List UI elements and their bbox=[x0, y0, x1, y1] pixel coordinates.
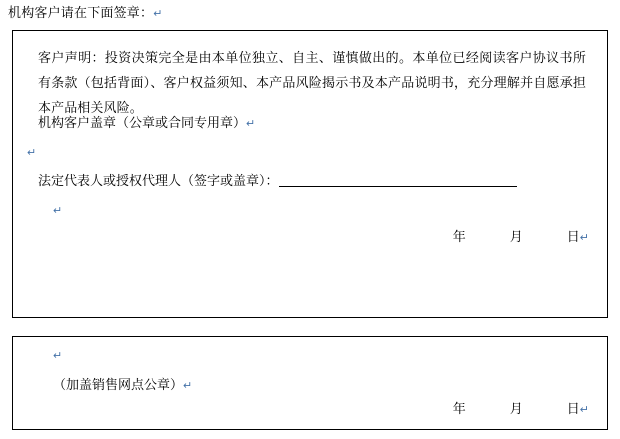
legal-representative-label-text: 法定代表人或授权代理人（签字或盖章）： bbox=[38, 173, 279, 188]
date-year-label: 年 bbox=[452, 401, 466, 416]
sales-outlet-date-line bbox=[453, 399, 589, 420]
date-day-label: 日 bbox=[566, 401, 580, 416]
institution-seal-label bbox=[38, 113, 255, 134]
date-day-label: 日 bbox=[566, 229, 580, 244]
sales-outlet-seal-label bbox=[53, 375, 192, 396]
paragraph-mark-icon: ↵ bbox=[183, 380, 193, 392]
client-declaration-text: 客户声明：投资决策完全是由本单位独立、自主、谨慎做出的。本单位已经阅读客户协议书所有条款（包括背面）、客户权益须知、本产品风险揭示书及本产品说明书，充分理解并自愿承担本产品相关风险。 bbox=[38, 50, 586, 115]
paragraph-mark-icon: ↵ bbox=[53, 205, 63, 217]
sales-outlet-seal-box bbox=[12, 336, 608, 430]
legal-representative-signature-field[interactable] bbox=[279, 172, 517, 187]
sales-outlet-seal-label-text: （加盖销售网点公章） bbox=[53, 377, 184, 392]
page-title-text: 机构客户请在下面签章： bbox=[8, 5, 154, 20]
paragraph-mark-icon: ↵ bbox=[246, 118, 256, 130]
date-month-label: 月 bbox=[509, 401, 523, 416]
paragraph-mark-icon: ↵ bbox=[27, 147, 37, 159]
page-title bbox=[8, 4, 163, 23]
paragraph-mark-icon: ↵ bbox=[579, 232, 589, 244]
signature-date-line bbox=[453, 227, 589, 248]
paragraph-mark-icon: ↵ bbox=[579, 404, 589, 416]
legal-representative-label bbox=[38, 171, 517, 191]
paragraph-mark-icon: ↵ bbox=[153, 8, 163, 20]
date-month-label: 月 bbox=[509, 229, 523, 244]
institution-seal-label-text: 机构客户盖章（公章或合同专用章） bbox=[38, 115, 247, 130]
date-year-label: 年 bbox=[452, 229, 466, 244]
client-declaration-box bbox=[12, 30, 608, 318]
paragraph-mark-icon: ↵ bbox=[53, 350, 63, 362]
